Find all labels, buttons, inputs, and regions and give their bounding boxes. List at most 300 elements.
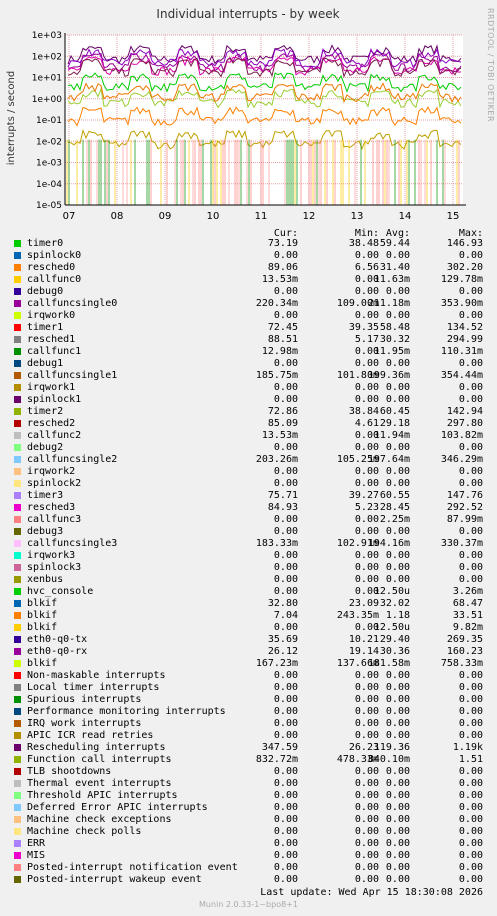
legend-avg-value: 0.00 — [385, 766, 410, 777]
legend-row — [0, 802, 497, 814]
legend-cur-value: 72.45 — [267, 322, 298, 333]
legend-swatch — [14, 384, 21, 391]
legend-cur-value: 0.00 — [273, 850, 298, 861]
legend-swatch — [14, 840, 21, 847]
legend-label: Deferred Error APIC interrupts — [27, 802, 208, 813]
legend-cur-value: 32.80 — [267, 598, 298, 609]
legend-cur-value: 0.00 — [273, 394, 298, 405]
legend-max-value: 0.00 — [458, 862, 483, 873]
legend-cur-value: 72.86 — [267, 406, 298, 417]
legend-avg-value: 60.45 — [379, 406, 410, 417]
legend-label: APIC ICR read retries — [27, 730, 154, 741]
legend-min-value: 0.00 — [354, 670, 379, 681]
y-tick-label: 1e+02 — [31, 52, 62, 63]
legend-avg-value: 0.00 — [385, 778, 410, 789]
legend-label: resched2 — [27, 418, 76, 429]
legend-row — [0, 298, 497, 310]
legend-swatch — [14, 696, 21, 703]
legend-row — [0, 814, 497, 826]
legend-cur-value: 0.00 — [273, 514, 298, 525]
legend-cur-value: 75.71 — [267, 490, 298, 501]
legend-swatch — [14, 312, 21, 319]
legend-avg-value: 29.40 — [379, 634, 410, 645]
legend-swatch — [14, 612, 21, 619]
legend-label: Rescheduling interrupts — [27, 742, 166, 753]
legend-label: timer1 — [27, 322, 64, 333]
legend-swatch — [14, 720, 21, 727]
legend-label: callfunc2 — [27, 430, 82, 441]
legend-max-value: 3.26m — [452, 586, 483, 597]
legend-avg-value: 28.45 — [379, 502, 410, 513]
legend-max-value: 0.00 — [458, 442, 483, 453]
legend-min-value: 0.00 — [354, 574, 379, 585]
legend-label: Thermal event interrupts — [27, 778, 172, 789]
legend-avg-value: 0.00 — [385, 358, 410, 369]
legend-avg-value: 0.00 — [385, 874, 410, 885]
legend-row — [0, 382, 497, 394]
legend-avg-value: 59.44 — [379, 238, 410, 249]
legend-label: callfuncsingle0 — [27, 298, 118, 309]
legend-min-value: 0.00 — [354, 514, 379, 525]
legend-max-value: 0.00 — [458, 358, 483, 369]
legend-swatch — [14, 780, 21, 787]
legend-cur-value: 203.26m — [255, 454, 298, 465]
y-tick-label: 1e-04 — [36, 179, 62, 190]
legend-swatch — [14, 240, 21, 247]
legend-min-value: 0.00 — [354, 838, 379, 849]
legend-max-value: 0.00 — [458, 802, 483, 813]
legend-label: MIS — [27, 850, 46, 861]
legend-max-value: 0.00 — [458, 838, 483, 849]
legend-max-value: 0.00 — [458, 874, 483, 885]
x-tick-label: 07 — [62, 211, 76, 222]
legend-avg-value: 194.16m — [367, 538, 410, 549]
legend-cur-value: 0.00 — [273, 730, 298, 741]
legend-max-value: 160.23 — [446, 646, 483, 657]
legend-row — [0, 310, 497, 322]
y-axis-label: interrupts / second — [6, 70, 17, 166]
legend-swatch — [14, 672, 21, 679]
legend-swatch — [14, 276, 21, 283]
legend-min-value: 0.00 — [354, 310, 379, 321]
legend-row — [0, 850, 497, 862]
legend-label: callfuncsingle1 — [27, 370, 118, 381]
legend-min-value: 102.91m — [336, 538, 379, 549]
legend-avg-value: 0.00 — [385, 826, 410, 837]
legend-cur-value: 13.53m — [261, 274, 298, 285]
legend-min-value: 0.00 — [354, 358, 379, 369]
legend-avg-value: 30.32 — [379, 334, 410, 345]
legend-swatch — [14, 636, 21, 643]
legend-min-value: 26.23 — [348, 742, 379, 753]
legend-cur-value: 0.00 — [273, 874, 298, 885]
legend-cur-value: 13.53m — [261, 430, 298, 441]
legend-min-value: 243.35m — [336, 610, 379, 621]
legend-cur-value: 0.00 — [273, 706, 298, 717]
y-tick-label: 1e-03 — [36, 158, 62, 169]
legend-row — [0, 586, 497, 598]
legend-label: eth0-q0-rx — [27, 646, 88, 657]
legend-label: callfunc0 — [27, 274, 82, 285]
legend-label: Spurious interrupts — [27, 694, 142, 705]
legend-row — [0, 550, 497, 562]
legend-max-value: 0.00 — [458, 478, 483, 489]
legend-cur-value: 73.19 — [267, 238, 298, 249]
legend-label: resched1 — [27, 334, 76, 345]
legend-row — [0, 862, 497, 874]
legend-row — [0, 622, 497, 634]
legend-row — [0, 262, 497, 274]
legend-avg-value: 211.18m — [367, 298, 410, 309]
legend-swatch — [14, 648, 21, 655]
legend-min-value: 0.00 — [354, 694, 379, 705]
legend-swatch — [14, 588, 21, 595]
legend-label: Local timer interrupts — [27, 682, 160, 693]
legend-row — [0, 766, 497, 778]
x-tick-label: 11 — [254, 211, 268, 222]
legend-min-value: 0.00 — [354, 586, 379, 597]
legend-min-value: 0.00 — [354, 850, 379, 861]
legend-row — [0, 370, 497, 382]
legend-avg-value: 0.00 — [385, 862, 410, 873]
legend-row — [0, 250, 497, 262]
legend-swatch — [14, 708, 21, 715]
legend-swatch — [14, 468, 21, 475]
legend-row — [0, 478, 497, 490]
legend-min-value: 0.00 — [354, 826, 379, 837]
legend-swatch — [14, 504, 21, 511]
legend-label: irqwork0 — [27, 310, 76, 321]
legend-avg-value: 0.00 — [385, 838, 410, 849]
legend-min-value: 0.00 — [354, 382, 379, 393]
legend-cur-value: 220.34m — [255, 298, 298, 309]
legend-label: resched3 — [27, 502, 76, 513]
legend-row — [0, 790, 497, 802]
legend-swatch — [14, 456, 21, 463]
legend-min-value: 0.00 — [354, 790, 379, 801]
legend-label: TLB shootdowns — [27, 766, 112, 777]
legend-swatch — [14, 816, 21, 823]
legend-cur-value: 88.51 — [267, 334, 298, 345]
legend-min-value: 39.27 — [348, 490, 379, 501]
legend-label: spinlock1 — [27, 394, 82, 405]
legend-min-value: 109.00m — [336, 298, 379, 309]
legend-row — [0, 634, 497, 646]
legend-row — [0, 490, 497, 502]
legend-row — [0, 742, 497, 754]
legend-avg-value: 0.00 — [385, 730, 410, 741]
legend-min-value: 6.56 — [354, 262, 379, 273]
legend-avg-value: 0.00 — [385, 790, 410, 801]
legend-swatch — [14, 324, 21, 331]
legend-label: Threshold APIC interrupts — [27, 790, 178, 801]
legend-avg-value: 0.00 — [385, 442, 410, 453]
legend-row — [0, 286, 497, 298]
legend-max-value: 142.94 — [446, 406, 483, 417]
legend-cur-value: 0.00 — [273, 466, 298, 477]
legend-row — [0, 730, 497, 742]
legend-swatch — [14, 564, 21, 571]
legend-min-value: 0.00 — [354, 766, 379, 777]
legend-max-value: 110.31m — [440, 346, 483, 357]
legend-swatch — [14, 420, 21, 427]
legend-row — [0, 454, 497, 466]
legend-max-value: 129.78m — [440, 274, 483, 285]
legend-cur-value: 26.12 — [267, 646, 298, 657]
legend-min-value: 0.00 — [354, 706, 379, 717]
legend-swatch — [14, 624, 21, 631]
legend-avg-value: 0.00 — [385, 550, 410, 561]
legend-cur-value: 0.00 — [273, 562, 298, 573]
legend-label: Non-maskable interrupts — [27, 670, 166, 681]
legend-max-value: 0.00 — [458, 778, 483, 789]
legend-row — [0, 670, 497, 682]
legend-avg-value: 0.00 — [385, 250, 410, 261]
legend-max-value: 294.99 — [446, 334, 483, 345]
legend-swatch — [14, 792, 21, 799]
legend-label: Performance monitoring interrupts — [27, 706, 226, 717]
legend-label: IRQ work interrupts — [27, 718, 142, 729]
header-min: Min: — [354, 228, 379, 239]
legend-min-value: 0.00 — [354, 862, 379, 873]
legend-cur-value: 0.00 — [273, 442, 298, 453]
legend-row — [0, 610, 497, 622]
legend-label: spinlock0 — [27, 250, 82, 261]
legend-row — [0, 874, 497, 886]
y-tick-label: 1e+03 — [31, 31, 62, 41]
legend-cur-value: 0.00 — [273, 586, 298, 597]
legend-min-value: 105.25m — [336, 454, 379, 465]
munin-version: Munin 2.0.33-1~bpo8+1 — [199, 900, 298, 909]
legend-row — [0, 526, 497, 538]
legend-min-value: 0.00 — [354, 346, 379, 357]
legend-min-value: 0.00 — [354, 430, 379, 441]
legend-row — [0, 406, 497, 418]
legend-row — [0, 682, 497, 694]
legend-label: irqwork3 — [27, 550, 76, 561]
legend-cur-value: 0.00 — [273, 718, 298, 729]
legend-swatch — [14, 744, 21, 751]
legend-swatch — [14, 516, 21, 523]
legend-max-value: 0.00 — [458, 814, 483, 825]
x-tick-label: 12 — [302, 211, 316, 222]
legend-max-value: 0.00 — [458, 766, 483, 777]
legend-avg-value: 0.00 — [385, 706, 410, 717]
legend-label: spinlock3 — [27, 562, 82, 573]
legend-row — [0, 574, 497, 586]
legend-min-value: 101.80m — [336, 370, 379, 381]
legend-row — [0, 778, 497, 790]
interrupts-chart — [0, 0, 497, 225]
legend-min-value: 0.00 — [354, 274, 379, 285]
chart-title: Individual interrupts - by week — [156, 7, 340, 21]
legend-swatch — [14, 876, 21, 883]
legend-max-value: 0.00 — [458, 826, 483, 837]
legend-avg-value: 31.40 — [379, 262, 410, 273]
legend-row — [0, 502, 497, 514]
legend-swatch — [14, 528, 21, 535]
legend-max-value: 353.90m — [440, 298, 483, 309]
legend-max-value: 9.82m — [452, 622, 483, 633]
legend-avg-value: 840.10m — [367, 754, 410, 765]
legend-min-value: 4.61 — [354, 418, 379, 429]
legend-cur-value: 0.00 — [273, 310, 298, 321]
legend-min-value: 0.00 — [354, 478, 379, 489]
legend-cur-value: 183.33m — [255, 538, 298, 549]
y-tick-label: 1e+01 — [31, 73, 62, 84]
legend-cur-value: 0.00 — [273, 790, 298, 801]
legend-avg-value: 199.36m — [367, 370, 410, 381]
legend-label: debug3 — [27, 526, 64, 537]
legend-row — [0, 706, 497, 718]
legend-max-value: 0.00 — [458, 730, 483, 741]
legend-label: Posted-interrupt notification event — [27, 862, 238, 873]
legend-swatch — [14, 684, 21, 691]
legend-swatch — [14, 300, 21, 307]
legend-min-value: 0.00 — [354, 442, 379, 453]
legend-avg-value: 181.58m — [367, 658, 410, 669]
legend-cur-value: 0.00 — [273, 286, 298, 297]
legend-min-value: 5.23 — [354, 502, 379, 513]
legend-cur-value: 0.00 — [273, 682, 298, 693]
legend-max-value: 68.47 — [452, 598, 483, 609]
legend-swatch — [14, 576, 21, 583]
legend-avg-value: 0.00 — [385, 814, 410, 825]
legend-cur-value: 185.75m — [255, 370, 298, 381]
legend-max-value: 0.00 — [458, 694, 483, 705]
legend-label: blkif — [27, 610, 58, 621]
legend-min-value: 5.17 — [354, 334, 379, 345]
legend-row — [0, 694, 497, 706]
legend-avg-value: 0.00 — [385, 574, 410, 585]
legend-row — [0, 466, 497, 478]
legend-max-value: 134.52 — [446, 322, 483, 333]
legend-cur-value: 0.00 — [273, 250, 298, 261]
legend-label: Machine check exceptions — [27, 814, 172, 825]
legend-cur-value: 85.09 — [267, 418, 298, 429]
legend-max-value: 0.00 — [458, 850, 483, 861]
x-tick-labels — [63, 211, 460, 222]
legend-label: irqwork1 — [27, 382, 76, 393]
legend-cur-value: 7.04 — [273, 610, 298, 621]
legend-max-value: 0.00 — [458, 718, 483, 729]
legend-avg-value: 0.00 — [385, 850, 410, 861]
legend-swatch — [14, 252, 21, 259]
legend-cur-value: 0.00 — [273, 826, 298, 837]
legend-row — [0, 334, 497, 346]
legend-swatch — [14, 852, 21, 859]
legend-swatch — [14, 336, 21, 343]
legend-max-value: 0.00 — [458, 682, 483, 693]
legend-row — [0, 442, 497, 454]
legend-label: callfunc1 — [27, 346, 82, 357]
legend-row — [0, 562, 497, 574]
legend-swatch — [14, 552, 21, 559]
legend-swatch — [14, 756, 21, 763]
x-tick-label: 08 — [110, 211, 124, 222]
legend-label: timer3 — [27, 490, 64, 501]
legend-max-value: 0.00 — [458, 466, 483, 477]
legend-cur-value: 0.00 — [273, 814, 298, 825]
legend-label: debug2 — [27, 442, 64, 453]
legend-row — [0, 418, 497, 430]
legend-cur-value: 0.00 — [273, 382, 298, 393]
legend-max-value: 346.29m — [440, 454, 483, 465]
legend-label: Function call interrupts — [27, 754, 172, 765]
legend-row — [0, 322, 497, 334]
legend-avg-value: 0.00 — [385, 802, 410, 813]
legend-cur-value: 0.00 — [273, 862, 298, 873]
last-update: Last update: Wed Apr 15 18:30:08 2026 — [260, 887, 483, 898]
legend-label: blkif — [27, 598, 58, 609]
legend-avg-value: 0.00 — [385, 286, 410, 297]
legend-min-value: 0.00 — [354, 874, 379, 885]
y-tick-label: 1e-05 — [36, 201, 62, 211]
legend-avg-value: 0.00 — [385, 562, 410, 573]
legend-min-value: 0.00 — [354, 718, 379, 729]
legend-swatch — [14, 480, 21, 487]
legend-avg-value: 11.63m — [373, 274, 410, 285]
legend-cur-value: 347.59 — [261, 742, 298, 753]
legend-label: debug0 — [27, 286, 64, 297]
legend-avg-value: 30.36 — [379, 646, 410, 657]
legend-max-value: 292.52 — [446, 502, 483, 513]
legend-label: callfuncsingle2 — [27, 454, 118, 465]
legend-max-value: 1.51 — [458, 754, 483, 765]
legend-max-value: 103.82m — [440, 430, 483, 441]
legend-avg-value: 0.00 — [385, 478, 410, 489]
legend-label: ERR — [27, 838, 46, 849]
legend-max-value: 0.00 — [458, 574, 483, 585]
legend-cur-value: 84.93 — [267, 502, 298, 513]
legend-swatch — [14, 264, 21, 271]
legend-label: timer0 — [27, 238, 64, 249]
legend-cur-value: 0.00 — [273, 838, 298, 849]
legend-max-value: 302.20 — [446, 262, 483, 273]
x-tick-label: 13 — [350, 211, 364, 222]
legend-max-value: 0.00 — [458, 550, 483, 561]
legend-max-value: 1.19k — [452, 742, 483, 753]
y-tick-labels — [32, 31, 63, 211]
legend-min-value: 10.21 — [348, 634, 379, 645]
legend-min-value: 0.00 — [354, 802, 379, 813]
legend-avg-value: 197.64m — [367, 454, 410, 465]
legend-avg-value: 0.00 — [385, 382, 410, 393]
legend-cur-value: 0.00 — [273, 778, 298, 789]
legend-min-value: 0.00 — [354, 814, 379, 825]
legend-row — [0, 838, 497, 850]
legend-min-value: 478.33m — [336, 754, 379, 765]
legend-max-value: 147.76 — [446, 490, 483, 501]
legend-swatch — [14, 360, 21, 367]
legend-min-value: 23.09 — [348, 598, 379, 609]
legend-swatch — [14, 396, 21, 403]
legend-row — [0, 274, 497, 286]
legend-label: callfuncsingle3 — [27, 538, 118, 549]
legend-swatch — [14, 660, 21, 667]
header-avg: Avg: — [385, 228, 410, 239]
legend-swatch — [14, 372, 21, 379]
legend-swatch — [14, 348, 21, 355]
legend-row — [0, 514, 497, 526]
legend-swatch — [14, 408, 21, 415]
legend-label: hvc_console — [27, 586, 94, 597]
legend-min-value: 0.00 — [354, 526, 379, 537]
legend-max-value: 0.00 — [458, 394, 483, 405]
legend-max-value: 0.00 — [458, 382, 483, 393]
legend-label: eth0-q0-tx — [27, 634, 88, 645]
legend-cur-value: 0.00 — [273, 574, 298, 585]
